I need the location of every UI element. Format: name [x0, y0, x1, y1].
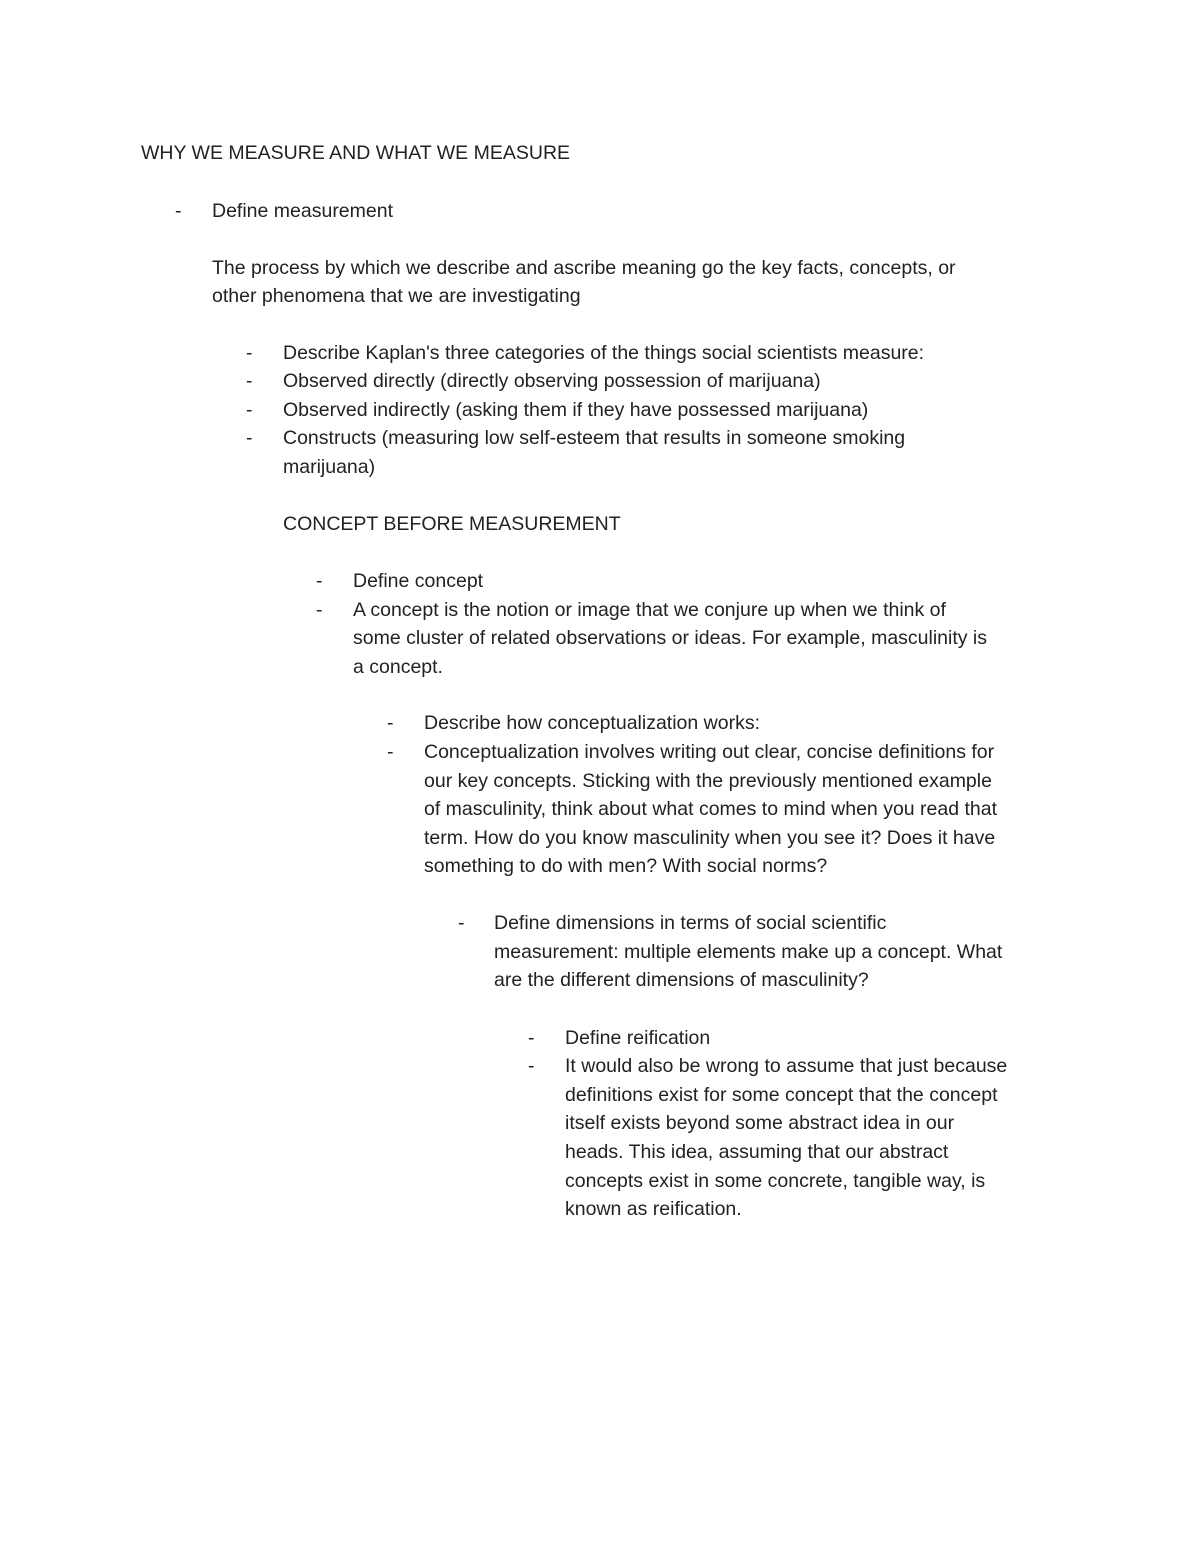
bullet-dash: - — [246, 342, 253, 364]
concept-definition-line-1: A concept is the notion or image that we conjure up when we think of — [353, 599, 946, 621]
dimensions-line-2: measurement: multiple elements make up a concept. What — [494, 941, 1003, 963]
list-item-kaplan-categories: Describe Kaplan's three categories of the things social scientists measure: — [283, 342, 925, 364]
reification-line-4: heads. This idea, assuming that our abstract — [565, 1141, 949, 1163]
list-item-define-measurement: Define measurement — [212, 200, 394, 222]
bullet-dash: - — [387, 741, 394, 763]
list-item-constructs-line-1: Constructs (measuring low self-esteem that results in someone smoking — [283, 427, 906, 449]
bullet-dash: - — [246, 427, 253, 449]
section-subheading: CONCEPT BEFORE MEASUREMENT — [283, 513, 621, 535]
bullet-dash: - — [387, 712, 394, 734]
bullet-dash: - — [246, 370, 253, 392]
page-title: WHY WE MEASURE AND WHAT WE MEASURE — [141, 142, 571, 164]
concept-definition-line-2: some cluster of related observations or ideas. For example, masculinity is — [353, 627, 988, 649]
list-item-observed-indirectly: Observed indirectly (asking them if they have possessed marijuana) — [283, 399, 869, 421]
reification-line-3: itself exists beyond some abstract idea in our — [565, 1112, 955, 1134]
dimensions-line-3: are the different dimensions of masculinity? — [494, 969, 869, 991]
list-item-constructs-line-2: marijuana) — [283, 456, 376, 478]
bullet-dash: - — [458, 912, 465, 934]
reification-line-2: definitions exist for some concept that the concept — [565, 1084, 998, 1106]
bullet-dash: - — [175, 200, 182, 222]
bullet-dash: - — [246, 399, 253, 421]
measurement-definition-line-1: The process by which we describe and ascribe meaning go the key facts, concepts, or — [212, 257, 956, 279]
list-item-observed-directly: Observed directly (directly observing possession of marijuana) — [283, 370, 821, 392]
list-item-conceptualization: Describe how conceptualization works: — [424, 712, 760, 734]
conceptualization-line-3: of masculinity, think about what comes to mind when you read that — [424, 798, 998, 820]
measurement-definition-line-2: other phenomena that we are investigating — [212, 285, 581, 307]
conceptualization-line-4: term. How do you know masculinity when you see it? Does it have — [424, 827, 996, 849]
reification-line-6: known as reification. — [565, 1198, 742, 1220]
concept-definition-line-3: a concept. — [353, 656, 443, 678]
reification-line-1: It would also be wrong to assume that just because — [565, 1055, 1008, 1077]
conceptualization-line-5: something to do with men? With social norms? — [424, 855, 828, 877]
bullet-dash: - — [528, 1027, 535, 1049]
bullet-dash: - — [316, 570, 323, 592]
list-item-define-concept: Define concept — [353, 570, 484, 592]
conceptualization-line-1: Conceptualization involves writing out clear, concise definitions for — [424, 741, 995, 763]
bullet-dash: - — [316, 599, 323, 621]
dimensions-line-1: Define dimensions in terms of social scientific — [494, 912, 887, 934]
bullet-dash: - — [528, 1055, 535, 1077]
reification-line-5: concepts exist in some concrete, tangible way, is — [565, 1170, 986, 1192]
conceptualization-line-2: our key concepts. Sticking with the previously mentioned example — [424, 770, 992, 792]
list-item-define-reification: Define reification — [565, 1027, 711, 1049]
